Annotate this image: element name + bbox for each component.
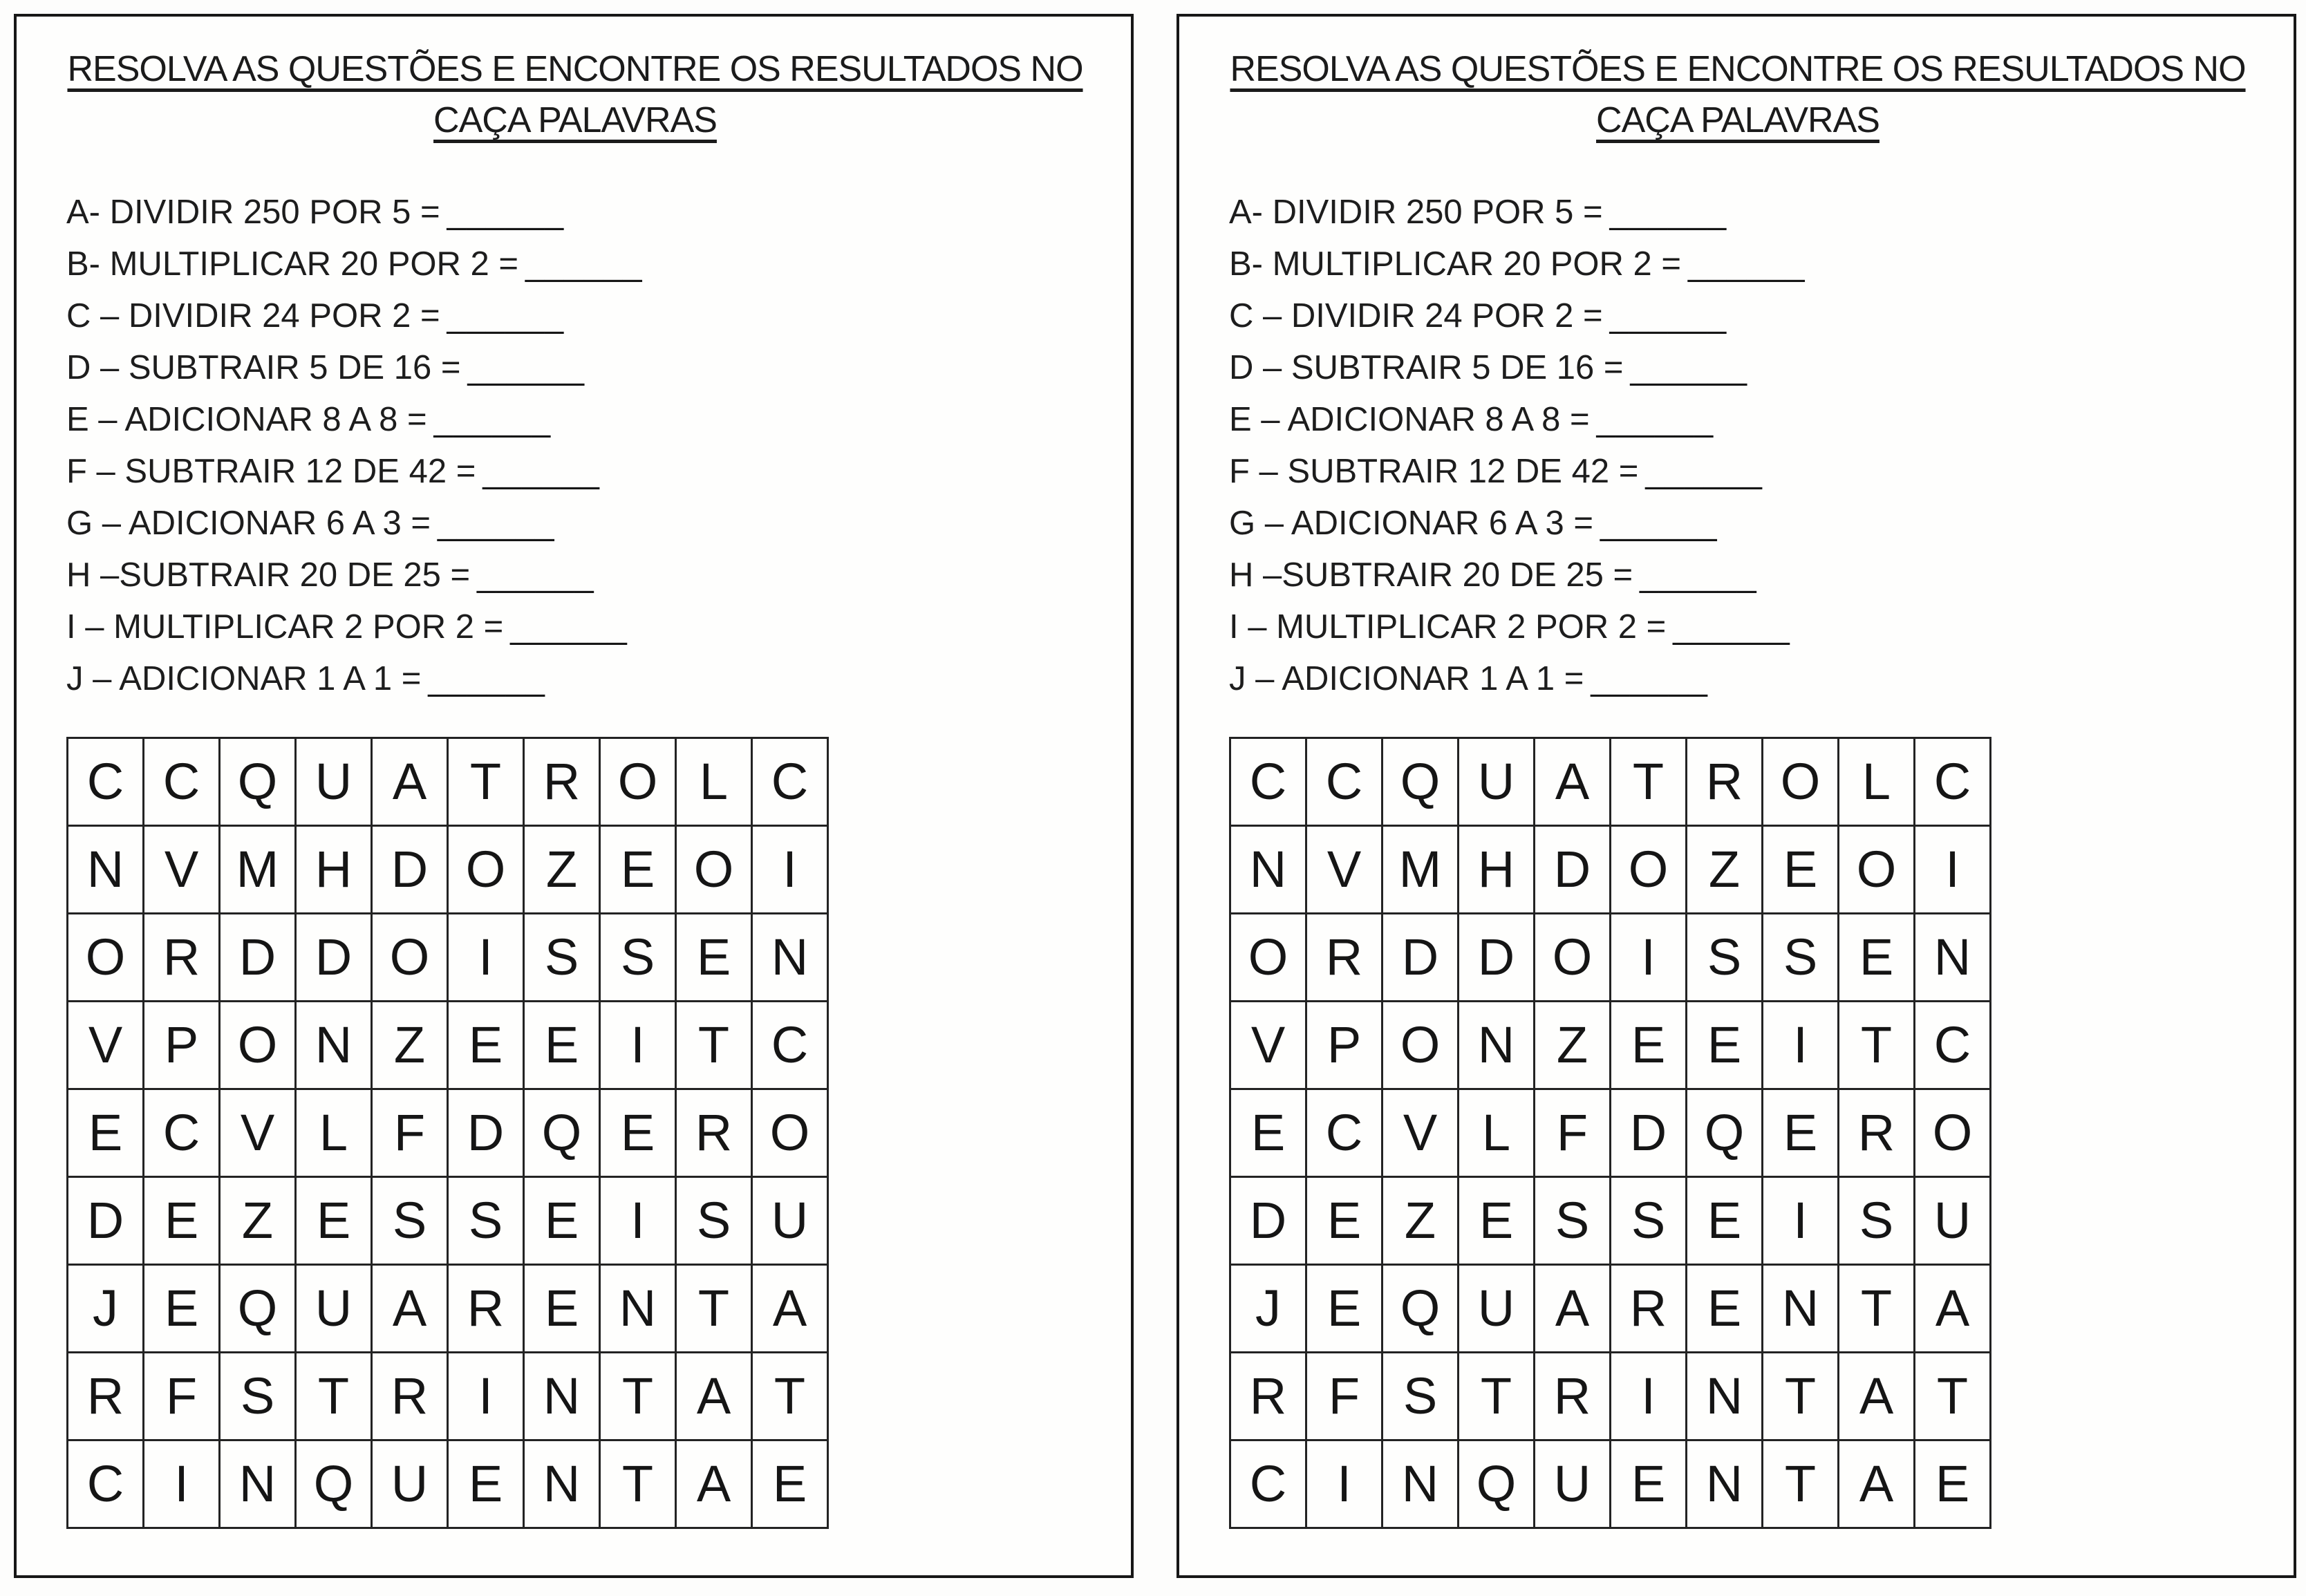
question-label: J – ADICIONAR 1 A 1 =	[1229, 659, 1584, 697]
grid-cell: N	[1230, 825, 1306, 913]
questions-list	[66, 187, 1099, 705]
grid-cell: Q	[1382, 1264, 1459, 1352]
questions-list	[1229, 187, 2262, 705]
grid-cell: N	[296, 1001, 372, 1089]
grid-cell: E	[1306, 1176, 1382, 1264]
answer-blank: ______	[525, 245, 643, 283]
grid-cell: N	[1915, 913, 1991, 1001]
answer-blank: ______	[1645, 452, 1763, 490]
grid-cell: C	[1230, 1440, 1306, 1528]
title-line-1: RESOLVA AS QUESTÕES E ENCONTRE OS RESULTADOS NO	[67, 49, 1083, 89]
grid-cell: N	[600, 1264, 676, 1352]
answer-blank: ______	[428, 659, 545, 697]
grid-cell: P	[1306, 1001, 1382, 1089]
grid-cell: T	[296, 1352, 372, 1440]
question-item	[1229, 653, 2262, 705]
grid-cell: N	[524, 1352, 600, 1440]
grid-cell: Q	[1687, 1089, 1763, 1176]
grid-cell: S	[372, 1176, 448, 1264]
grid-cell: E	[1230, 1089, 1306, 1176]
grid-cell: R	[1687, 738, 1763, 825]
grid-cell: I	[1763, 1001, 1839, 1089]
grid-cell: E	[296, 1176, 372, 1264]
grid-cell: F	[1535, 1089, 1611, 1176]
grid-cell: J	[68, 1264, 144, 1352]
grid-cell: E	[1306, 1264, 1382, 1352]
answer-blank: ______	[447, 297, 565, 335]
grid-cell: I	[600, 1001, 676, 1089]
answer-blank: ______	[482, 452, 600, 490]
grid-cell: S	[524, 913, 600, 1001]
grid-cell: C	[752, 1001, 828, 1089]
grid-cell: C	[144, 1089, 220, 1176]
grid-cell: S	[1535, 1176, 1611, 1264]
grid-cell: Z	[1382, 1176, 1459, 1264]
grid-cell: D	[220, 913, 296, 1001]
grid-cell: S	[1839, 1176, 1915, 1264]
grid-cell: D	[1535, 825, 1611, 913]
grid-cell: R	[372, 1352, 448, 1440]
question-item	[66, 238, 1099, 290]
grid-cell: T	[1915, 1352, 1991, 1440]
grid-cell: M	[220, 825, 296, 913]
grid-cell: D	[1382, 913, 1459, 1001]
grid-cell: D	[68, 1176, 144, 1264]
grid-cell: E	[1687, 1176, 1763, 1264]
answer-blank: ______	[1630, 348, 1748, 386]
grid-cell: E	[524, 1264, 600, 1352]
grid-cell: L	[1459, 1089, 1535, 1176]
worksheet-title	[51, 44, 1099, 147]
grid-cell: P	[144, 1001, 220, 1089]
grid-cell: E	[524, 1176, 600, 1264]
grid-cell: O	[1915, 1089, 1991, 1176]
grid-cell: R	[1839, 1089, 1915, 1176]
grid-cell: E	[1687, 1264, 1763, 1352]
grid-cell: Z	[1687, 825, 1763, 913]
question-item	[1229, 342, 2262, 394]
grid-cell: H	[1459, 825, 1535, 913]
grid-cell: A	[372, 738, 448, 825]
grid-cell: V	[144, 825, 220, 913]
answer-blank: ______	[1640, 556, 1757, 594]
grid-cell: V	[1382, 1089, 1459, 1176]
grid-cell: D	[296, 913, 372, 1001]
grid-cell: A	[1535, 738, 1611, 825]
grid-cell: D	[372, 825, 448, 913]
grid-cell: R	[524, 738, 600, 825]
question-item	[66, 601, 1099, 653]
grid-cell: I	[752, 825, 828, 913]
grid-cell: E	[600, 825, 676, 913]
grid-cell: U	[1459, 1264, 1535, 1352]
question-label: F – SUBTRAIR 12 DE 42 =	[1229, 452, 1639, 490]
grid-cell: E	[524, 1001, 600, 1089]
question-item	[66, 498, 1099, 550]
title-line-2: CAÇA PALAVRAS	[1596, 100, 1880, 140]
grid-cell: T	[752, 1352, 828, 1440]
grid-cell: F	[1306, 1352, 1382, 1440]
grid-cell: F	[372, 1089, 448, 1176]
grid-cell: C	[1306, 738, 1382, 825]
answer-blank: ______	[433, 400, 552, 438]
grid-cell: E	[1459, 1176, 1535, 1264]
question-label: B- MULTIPLICAR 20 POR 2 =	[66, 245, 518, 283]
grid-cell: O	[676, 825, 752, 913]
question-item	[1229, 601, 2262, 653]
question-item	[1229, 187, 2262, 238]
grid-cell: S	[676, 1176, 752, 1264]
grid-cell: V	[1230, 1001, 1306, 1089]
grid-cell: C	[68, 1440, 144, 1528]
grid-cell: I	[1306, 1440, 1382, 1528]
grid-cell: N	[1687, 1352, 1763, 1440]
grid-cell: I	[1915, 825, 1991, 913]
grid-cell: I	[448, 1352, 524, 1440]
grid-cell: L	[296, 1089, 372, 1176]
grid-cell: I	[1763, 1176, 1839, 1264]
question-item	[66, 342, 1099, 394]
grid-cell: N	[1687, 1440, 1763, 1528]
grid-cell: Z	[524, 825, 600, 913]
question-label: A- DIVIDIR 250 POR 5 =	[1229, 193, 1603, 231]
grid-cell: C	[752, 738, 828, 825]
grid-cell: E	[144, 1264, 220, 1352]
answer-blank: ______	[1591, 659, 1708, 697]
grid-cell: E	[600, 1089, 676, 1176]
grid-cell: O	[220, 1001, 296, 1089]
question-item	[66, 653, 1099, 705]
grid-cell: E	[1763, 825, 1839, 913]
grid-cell: A	[1915, 1264, 1991, 1352]
grid-cell: S	[220, 1352, 296, 1440]
grid-cell: R	[1535, 1352, 1611, 1440]
grid-cell: C	[144, 738, 220, 825]
question-item	[66, 187, 1099, 238]
grid-row	[1230, 1264, 1991, 1352]
grid-cell: O	[1839, 825, 1915, 913]
grid-cell: E	[448, 1440, 524, 1528]
grid-row	[68, 825, 828, 913]
question-item	[66, 550, 1099, 601]
grid-row	[1230, 1176, 1991, 1264]
grid-cell: E	[1839, 913, 1915, 1001]
answer-blank: ______	[510, 608, 628, 646]
question-label: C – DIVIDIR 24 POR 2 =	[66, 297, 440, 335]
grid-cell: S	[1382, 1352, 1459, 1440]
grid-cell: Q	[220, 738, 296, 825]
grid-cell: T	[1839, 1264, 1915, 1352]
answer-blank: ______	[467, 348, 585, 386]
grid-cell: E	[68, 1089, 144, 1176]
grid-row	[68, 1001, 828, 1089]
grid-cell: Z	[1535, 1001, 1611, 1089]
grid-cell: R	[448, 1264, 524, 1352]
grid-cell: U	[296, 1264, 372, 1352]
grid-cell: E	[1915, 1440, 1991, 1528]
question-label: D – SUBTRAIR 5 DE 16 =	[1229, 348, 1624, 386]
answer-blank: ______	[477, 556, 594, 594]
answer-blank: ______	[1673, 608, 1790, 646]
question-label: F – SUBTRAIR 12 DE 42 =	[66, 452, 476, 490]
grid-cell: N	[752, 913, 828, 1001]
grid-cell: O	[68, 913, 144, 1001]
question-label: D – SUBTRAIR 5 DE 16 =	[66, 348, 461, 386]
grid-cell: O	[600, 738, 676, 825]
grid-cell: O	[752, 1089, 828, 1176]
question-label: B- MULTIPLICAR 20 POR 2 =	[1229, 245, 1681, 283]
grid-cell: U	[1459, 738, 1535, 825]
question-item	[1229, 446, 2262, 498]
grid-cell: N	[68, 825, 144, 913]
grid-cell: C	[1915, 738, 1991, 825]
grid-cell: F	[144, 1352, 220, 1440]
word-search-grid	[66, 737, 1099, 1529]
grid-cell: D	[448, 1089, 524, 1176]
grid-cell: Q	[524, 1089, 600, 1176]
grid-cell: T	[1459, 1352, 1535, 1440]
grid-cell: R	[1306, 913, 1382, 1001]
word-search-grid	[1229, 737, 2262, 1529]
question-item	[1229, 238, 2262, 290]
grid-cell: N	[1382, 1440, 1459, 1528]
grid-row	[68, 1089, 828, 1176]
grid-cell: T	[1763, 1352, 1839, 1440]
grid-cell: N	[220, 1440, 296, 1528]
grid-cell: R	[1230, 1352, 1306, 1440]
grid-cell: T	[600, 1352, 676, 1440]
grid-cell: Q	[220, 1264, 296, 1352]
grid-cell: D	[1230, 1176, 1306, 1264]
grid-cell: O	[1611, 825, 1687, 913]
grid-cell: T	[676, 1001, 752, 1089]
grid-cell: T	[448, 738, 524, 825]
grid-cell: A	[1839, 1440, 1915, 1528]
grid-cell: I	[600, 1176, 676, 1264]
grid-cell: N	[524, 1440, 600, 1528]
question-label: I – MULTIPLICAR 2 POR 2 =	[66, 608, 504, 646]
grid-cell: H	[296, 825, 372, 913]
question-label: C – DIVIDIR 24 POR 2 =	[1229, 297, 1603, 335]
grid-cell: M	[1382, 825, 1459, 913]
grid-cell: A	[676, 1352, 752, 1440]
grid-cell: T	[600, 1440, 676, 1528]
grid-cell: C	[1230, 738, 1306, 825]
grid-row	[68, 913, 828, 1001]
grid-cell: R	[676, 1089, 752, 1176]
grid-cell: N	[1763, 1264, 1839, 1352]
grid-cell: E	[1763, 1089, 1839, 1176]
question-item	[66, 394, 1099, 446]
grid-cell: O	[1535, 913, 1611, 1001]
question-label: G – ADICIONAR 6 A 3 =	[1229, 504, 1593, 542]
grid-cell: S	[1687, 913, 1763, 1001]
grid-row	[1230, 1440, 1991, 1528]
worksheet-panel-right	[1177, 14, 2296, 1578]
grid-cell: S	[1611, 1176, 1687, 1264]
grid-cell: C	[1915, 1001, 1991, 1089]
grid-cell: T	[1763, 1440, 1839, 1528]
grid-cell: T	[676, 1264, 752, 1352]
question-label: E – ADICIONAR 8 A 8 =	[1229, 400, 1590, 438]
grid-row	[68, 1440, 828, 1528]
grid-cell: Q	[296, 1440, 372, 1528]
grid-row	[1230, 738, 1991, 825]
grid-cell: I	[448, 913, 524, 1001]
grid-cell: I	[144, 1440, 220, 1528]
word-search-table	[1229, 737, 1991, 1529]
question-label: H –SUBTRAIR 20 DE 25 =	[1229, 556, 1633, 594]
question-label: H –SUBTRAIR 20 DE 25 =	[66, 556, 471, 594]
question-label: G – ADICIONAR 6 A 3 =	[66, 504, 431, 542]
grid-cell: U	[1535, 1440, 1611, 1528]
grid-cell: I	[1611, 1352, 1687, 1440]
grid-row	[1230, 1089, 1991, 1176]
answer-blank: ______	[1609, 297, 1727, 335]
answer-blank: ______	[447, 193, 565, 231]
grid-row	[68, 1176, 828, 1264]
question-item	[66, 290, 1099, 342]
grid-cell: V	[1306, 825, 1382, 913]
grid-cell: O	[372, 913, 448, 1001]
answer-blank: ______	[1609, 193, 1727, 231]
grid-cell: D	[1611, 1089, 1687, 1176]
grid-cell: U	[752, 1176, 828, 1264]
answer-blank: ______	[1688, 245, 1806, 283]
grid-cell: R	[1611, 1264, 1687, 1352]
question-item	[1229, 550, 2262, 601]
grid-cell: R	[68, 1352, 144, 1440]
word-search-table	[66, 737, 829, 1529]
grid-cell: A	[752, 1264, 828, 1352]
grid-cell: N	[1459, 1001, 1535, 1089]
answer-blank: ______	[1600, 504, 1718, 542]
title-line-2: CAÇA PALAVRAS	[433, 100, 717, 140]
grid-cell: A	[372, 1264, 448, 1352]
question-item	[66, 446, 1099, 498]
title-line-1: RESOLVA AS QUESTÕES E ENCONTRE OS RESULTADOS NO	[1230, 49, 2246, 89]
grid-cell: O	[448, 825, 524, 913]
question-label: J – ADICIONAR 1 A 1 =	[66, 659, 422, 697]
grid-cell: E	[752, 1440, 828, 1528]
answer-blank: ______	[1596, 400, 1714, 438]
grid-cell: U	[296, 738, 372, 825]
answer-blank: ______	[438, 504, 555, 542]
grid-cell: V	[68, 1001, 144, 1089]
grid-cell: E	[448, 1001, 524, 1089]
grid-row	[68, 738, 828, 825]
grid-cell: L	[676, 738, 752, 825]
grid-cell: D	[1459, 913, 1535, 1001]
grid-cell: O	[1230, 913, 1306, 1001]
question-label: I – MULTIPLICAR 2 POR 2 =	[1229, 608, 1667, 646]
grid-cell: O	[1382, 1001, 1459, 1089]
worksheet-title	[1214, 44, 2262, 147]
grid-cell: A	[1535, 1264, 1611, 1352]
grid-cell: E	[1611, 1440, 1687, 1528]
worksheet-panel-left	[14, 14, 1134, 1578]
grid-cell: C	[68, 738, 144, 825]
grid-row	[1230, 913, 1991, 1001]
grid-cell: U	[1915, 1176, 1991, 1264]
grid-cell: S	[1763, 913, 1839, 1001]
question-item	[1229, 290, 2262, 342]
grid-cell: O	[1763, 738, 1839, 825]
grid-cell: R	[144, 913, 220, 1001]
grid-cell: L	[1839, 738, 1915, 825]
grid-cell: E	[1687, 1001, 1763, 1089]
question-item	[1229, 498, 2262, 550]
grid-row	[1230, 1001, 1991, 1089]
grid-cell: J	[1230, 1264, 1306, 1352]
grid-cell: Z	[220, 1176, 296, 1264]
grid-cell: T	[1611, 738, 1687, 825]
grid-cell: I	[1611, 913, 1687, 1001]
grid-cell: C	[1306, 1089, 1382, 1176]
grid-row	[68, 1352, 828, 1440]
grid-cell: Z	[372, 1001, 448, 1089]
grid-cell: E	[676, 913, 752, 1001]
grid-cell: V	[220, 1089, 296, 1176]
grid-cell: A	[1839, 1352, 1915, 1440]
grid-cell: S	[600, 913, 676, 1001]
question-label: E – ADICIONAR 8 A 8 =	[66, 400, 427, 438]
grid-cell: Q	[1459, 1440, 1535, 1528]
question-label: A- DIVIDIR 250 POR 5 =	[66, 193, 440, 231]
grid-cell: Q	[1382, 738, 1459, 825]
grid-cell: E	[1611, 1001, 1687, 1089]
grid-cell: U	[372, 1440, 448, 1528]
grid-row	[1230, 825, 1991, 913]
grid-cell: S	[448, 1176, 524, 1264]
grid-row	[1230, 1352, 1991, 1440]
grid-cell: T	[1839, 1001, 1915, 1089]
grid-cell: A	[676, 1440, 752, 1528]
grid-cell: E	[144, 1176, 220, 1264]
question-item	[1229, 394, 2262, 446]
grid-row	[68, 1264, 828, 1352]
